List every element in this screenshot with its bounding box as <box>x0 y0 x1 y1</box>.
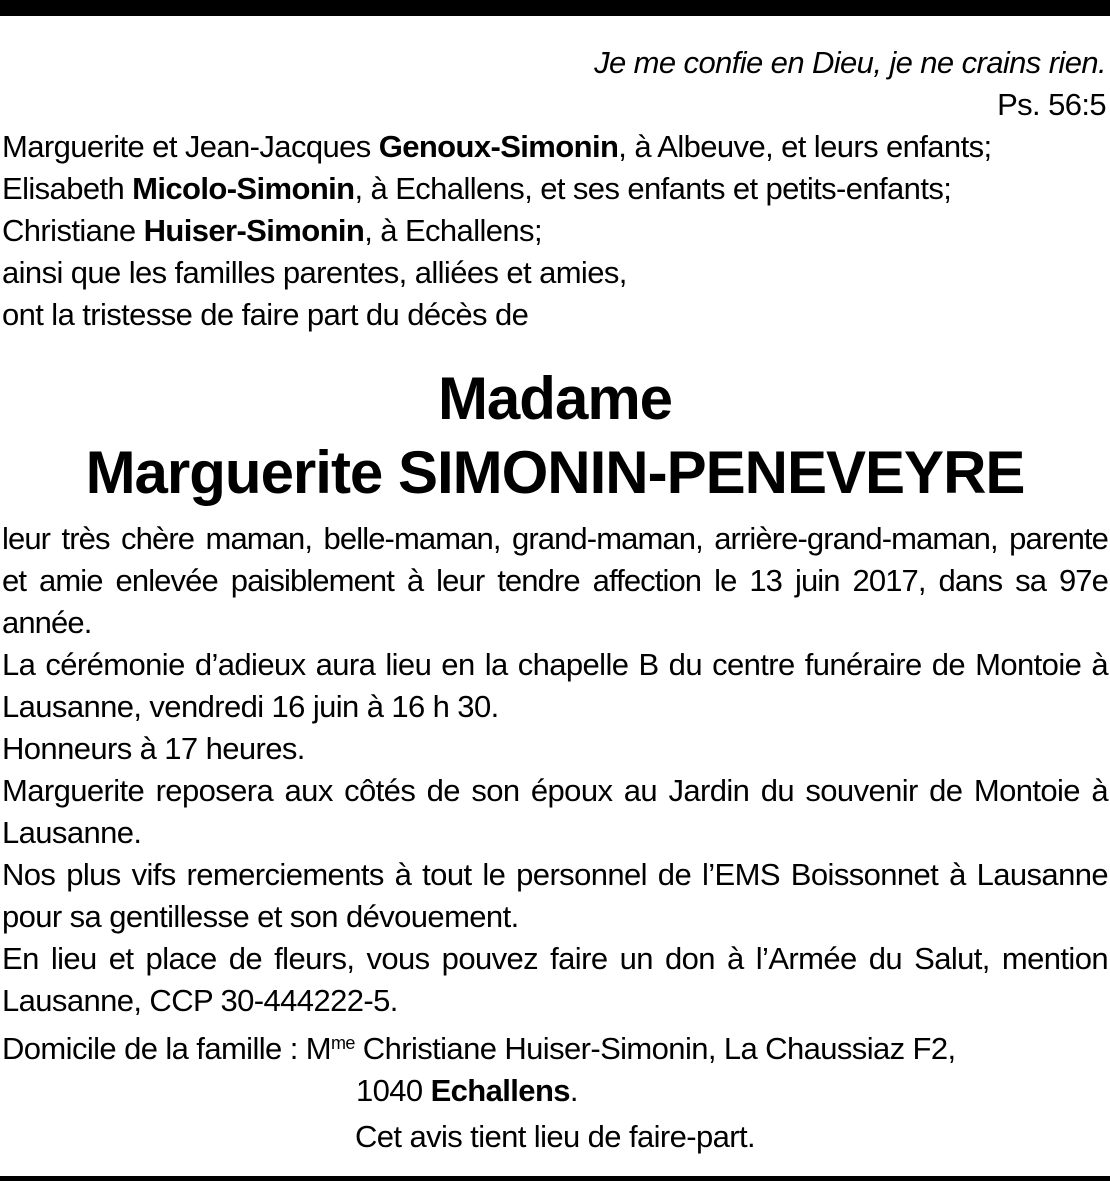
obituary-notice <box>2 42 1108 1158</box>
relatives-line: ainsi que les familles parentes, alliées et amies, <box>2 255 627 290</box>
domicile-city: Echallens <box>430 1073 570 1108</box>
closing-note: Cet avis tient lieu de faire-part. <box>354 1119 756 1154</box>
body-paragraph: Nos plus vifs remerciements à tout le personnel de l’EMS Boissonnet à Lausanne pour sa gentillesse et son dévouement. <box>2 857 1108 934</box>
domicile-line: Domicile de la famille : $M^{me}$ Christiane Huiser-Simonin, La Chaussiaz F2, <box>2 1031 956 1066</box>
announcement-line: ont la tristesse de faire part du décès de <box>2 297 529 332</box>
top-border-rule <box>0 0 1110 16</box>
body-paragraph: Honneurs à 17 heures. <box>2 731 305 766</box>
bottom-border-rule <box>0 1176 1110 1181</box>
body-paragraph: En lieu et place de fleurs, vous pouvez faire un don à l’Armée du Salut, mention Lausanne, CCP 30-444222-5. <box>2 941 1108 1018</box>
family-surname: Micolo-Simonin <box>132 171 355 206</box>
deceased-name-block <box>2 362 1108 510</box>
domicile-label: Domicile de la famille : <box>2 1031 306 1066</box>
family-line: Christiane Huiser-Simonin, à Echallens; <box>2 213 542 248</box>
deceased-full-name: Marguerite SIMONIN-PENEVEYRE <box>85 439 1025 506</box>
body-paragraph: leur très chère maman, belle-maman, grand-maman, arrière-grand-maman, parente et amie enlevée paisiblement à leur tendre affection le 13 juin 2017, dans sa 97e année. <box>2 521 1108 640</box>
epigraph-quote: Je me confie en Dieu, je ne crains rien. <box>594 45 1106 80</box>
family-line: Marguerite et Jean-Jacques Genoux-Simonin, à Albeuve, et leurs enfants; <box>2 129 992 164</box>
body-paragraph: La cérémonie d’adieux aura lieu en la chapelle B du centre funéraire de Montoie à Lausanne, vendredi 16 juin à 16 h 30. <box>2 647 1108 724</box>
deceased-honorific: Madame <box>437 365 673 432</box>
epigraph-reference: Ps. 56:5 <box>997 87 1106 122</box>
family-surname: Huiser-Simonin <box>143 213 365 248</box>
family-line: Elisabeth Micolo-Simonin, à Echallens, et ses enfants et petits-enfants; <box>2 171 952 206</box>
body-paragraph: Marguerite reposera aux côtés de son époux au Jardin du souvenir de Montoie à Lausanne. <box>2 773 1108 850</box>
domicile-city-line: 1040 Echallens. <box>356 1073 578 1108</box>
family-surname: Genoux-Simonin <box>378 129 619 164</box>
